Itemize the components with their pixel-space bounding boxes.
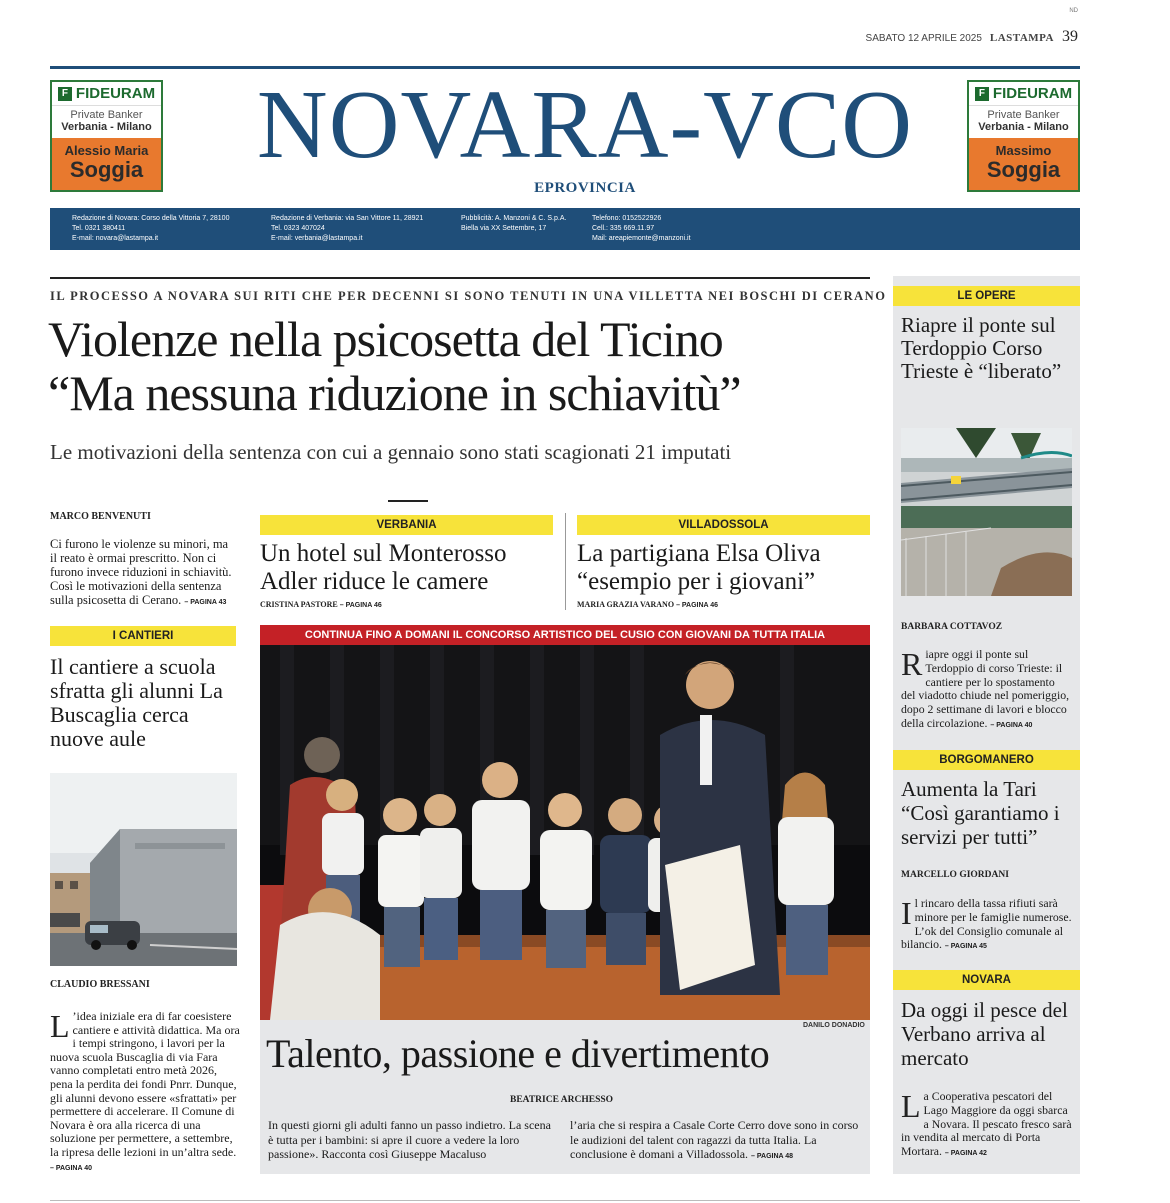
- lead-deck: Le motivazioni della sentenza con cui a gennaio sono stati scagionati 21 imputati: [50, 440, 732, 464]
- lead-body: Ci furono le violenze su minori, ma il reato è ormai prescritto. Non ci furono invece riduzioni in schiavitù. Così le motivazioni della sentenza sulla psicosetta di Cerano. – PAGINA 43: [50, 537, 232, 607]
- dropcap: R: [901, 646, 923, 682]
- cantieri-byline: CLAUDIO BRESSANI: [50, 979, 150, 990]
- ad-firstname: Alessio Maria: [64, 143, 149, 158]
- novara-body: La Cooperativa pescatori del Lago Maggiore da oggi sbarca a Novara. Il pescato fresco sarà in vendita al mercato di Porta Mortara. – PAGINA 42: [901, 1088, 1072, 1159]
- contact-verbania: Redazione di Verbania: via San Vittore 11, 28921 Tel. 0323 407024 E-mail: verbania@lastampa.it: [271, 215, 424, 242]
- section-tag-verbania: VERBANIA: [260, 515, 553, 535]
- borgomanero-headline[interactable]: Aumenta la Tari “Così garantiamo i servizi per tutti”: [901, 777, 1060, 849]
- feature-page-ref[interactable]: – PAGINA 48: [751, 1153, 794, 1160]
- lead-byline: MARCO BENVENUTI: [50, 511, 151, 522]
- opere-headline[interactable]: Riapre il ponte sul Terdoppio Corso Trieste è “liberato”: [901, 313, 1062, 383]
- divider: [388, 500, 428, 502]
- newspaper-brand: LASTAMPA: [989, 32, 1054, 44]
- borgomanero-body: Il rincaro della tassa rifiuti sarà minore per le famiglie numerose. L’ok del Consiglio comunale al bilancio. – PAGINA 45: [901, 895, 1072, 952]
- ad-name-box: [52, 138, 161, 190]
- fideuram-logo: F FIDEURAM: [52, 82, 161, 106]
- feature-banner: CONTINUA FINO A DOMANI IL CONCORSO ARTISTICO DEL CUSIO CON GIOVANI DA TUTTA ITALIA: [260, 625, 870, 645]
- lead-rule: [50, 277, 870, 279]
- contact-advertising: Pubblicità: A. Manzoni & C. S.p.A. Biella via XX Settembre, 17: [461, 215, 567, 232]
- dropcap: L: [50, 1008, 70, 1044]
- cantieri-headline[interactable]: Il cantiere a scuola sfratta gli alunni La Buscaglia cerca nuove aule: [50, 654, 223, 751]
- photo-credit: DANILO DONADIO: [803, 1022, 865, 1029]
- bottom-rule: [50, 1200, 1080, 1201]
- date-line: [866, 28, 1078, 46]
- verbania-page-ref[interactable]: – PAGINA 46: [339, 602, 382, 609]
- feature-body-col1: In questi giorni gli adulti fanno un passo indietro. La scena è tutta per i bambini: si apre il cuore a vedere la loro passione». Racconta così Giuseppe Macaluso: [268, 1118, 551, 1161]
- dropcap: I: [901, 895, 912, 931]
- opere-body: Riapre oggi il ponte sul Terdoppio di corso Trieste: il cantiere per lo spostamento del viadotto chiude nel pomeriggio, dopo 2 settimane di lavori e blocco della circolazione. – PAGINA 40: [901, 646, 1070, 730]
- fideuram-mark-icon: F: [58, 87, 72, 101]
- ad-location: Verbania - Milano: [978, 121, 1069, 133]
- masthead-rule: [50, 66, 1080, 69]
- lead-kicker: IL PROCESSO A NOVARA SUI RITI CHE PER DECENNI SI SONO TENUTI IN UNA VILLETTA NEI BOSCHI DI CERANO: [50, 289, 887, 303]
- ad-fideuram-left[interactable]: [50, 80, 163, 192]
- feature-body-col2: l’aria che si respira a Casale Corte Cerro dove sono in corso le audizioni del talent con ragazzi da tutta Italia. La conclusione è domani a Villadossola. – PAGINA 48: [570, 1118, 859, 1161]
- verbania-headline[interactable]: Un hotel sul Monterosso Adler riduce le camere: [260, 540, 507, 595]
- borgomanero-byline: MARCELLO GIORDANI: [901, 870, 1009, 880]
- edition-code: ND: [1069, 8, 1078, 14]
- ad-fideuram-right[interactable]: [967, 80, 1080, 192]
- lead-page-ref[interactable]: – PAGINA 43: [184, 599, 227, 606]
- cantieri-body: L ’idea iniziale era di far coesistere cantiere e attività didattica. Ma ora i tempi stringono, i lavori per la nuova scuola Buscaglia di via Fara vanno completati entro metà 2026, pena la perdita dei fondi Pnrr. Dunque, gli alunni devono essere «sfrattati» per permettere di accelerare. Il Comune di Novara è ora alla ricerca di una soluzione per permettere, a settembre, la ripresa delle lezioni in un’altra sede. – PAGINA 40: [50, 1008, 240, 1172]
- novara-headline[interactable]: Da oggi il pesce del Verbano arriva al mercato: [901, 998, 1068, 1070]
- ad-firstname: Massimo: [995, 143, 1052, 158]
- opere-byline: BARBARA COTTAVOZ: [901, 622, 1003, 632]
- ad-location: Verbania - Milano: [61, 121, 152, 133]
- section-tag-villadossola: VILLADOSSOLA: [577, 515, 870, 535]
- ad-role: Private Banker: [987, 109, 1060, 121]
- school-building-photo: [50, 773, 237, 966]
- novara-page-ref[interactable]: – PAGINA 42: [944, 1150, 987, 1158]
- fideuram-logo: F FIDEURAM: [969, 82, 1078, 106]
- masthead-title: NOVARA-VCO: [256, 71, 914, 179]
- contact-bar: [50, 208, 1080, 250]
- borgomanero-page-ref[interactable]: – PAGINA 45: [944, 943, 987, 951]
- talent-show-photo: [260, 645, 870, 1020]
- masthead-subtitle: EPROVINCIA: [534, 180, 636, 196]
- bridge-photo: [901, 428, 1072, 596]
- villadossola-headline[interactable]: La partigiana Elsa Oliva “esempio per i giovani”: [577, 540, 821, 595]
- opere-page-ref[interactable]: – PAGINA 40: [990, 721, 1033, 729]
- ad-role: Private Banker: [70, 109, 143, 121]
- section-tag-cantieri: I CANTIERI: [50, 626, 236, 646]
- column-divider: [565, 513, 566, 610]
- section-tag-novara: NOVARA: [893, 970, 1080, 990]
- section-tag-opere: LE OPERE: [893, 286, 1080, 306]
- fideuram-mark-icon: F: [975, 87, 989, 101]
- feature-byline: BEATRICE ARCHESSO: [510, 1095, 614, 1105]
- feature-headline[interactable]: Talento, passione e divertimento: [266, 1031, 770, 1076]
- issue-date: SABATO 12 APRILE 2025: [865, 33, 982, 44]
- cantieri-page-ref[interactable]: – PAGINA 40: [50, 1164, 93, 1172]
- contact-novara: Redazione di Novara: Corso della Vittoria 7, 28100 Tel. 0321 380411 E-mail: novara@lastampa.it: [72, 215, 230, 242]
- section-tag-borgomanero: BORGOMANERO: [893, 750, 1080, 770]
- ad-lastname: Soggia: [69, 157, 144, 182]
- contact-phone: Telefono: 0152522926 Cell.: 335 669.11.97 Mail: areapiemonte@manzoni.it: [592, 215, 691, 242]
- verbania-byline: CRISTINA PASTORE – PAGINA 46: [260, 600, 382, 609]
- dropcap: L: [901, 1088, 921, 1124]
- lead-headline[interactable]: Violenze nella psicosetta del Ticino “Ma nessuna riduzione in schiavitù”: [48, 311, 741, 421]
- villadossola-byline: MARIA GRAZIA VARANO – PAGINA 46: [577, 600, 719, 609]
- villadossola-page-ref[interactable]: – PAGINA 46: [676, 602, 719, 609]
- ad-name-box: [969, 138, 1078, 190]
- page-number: 39: [1062, 28, 1078, 45]
- ad-lastname: Soggia: [986, 157, 1061, 182]
